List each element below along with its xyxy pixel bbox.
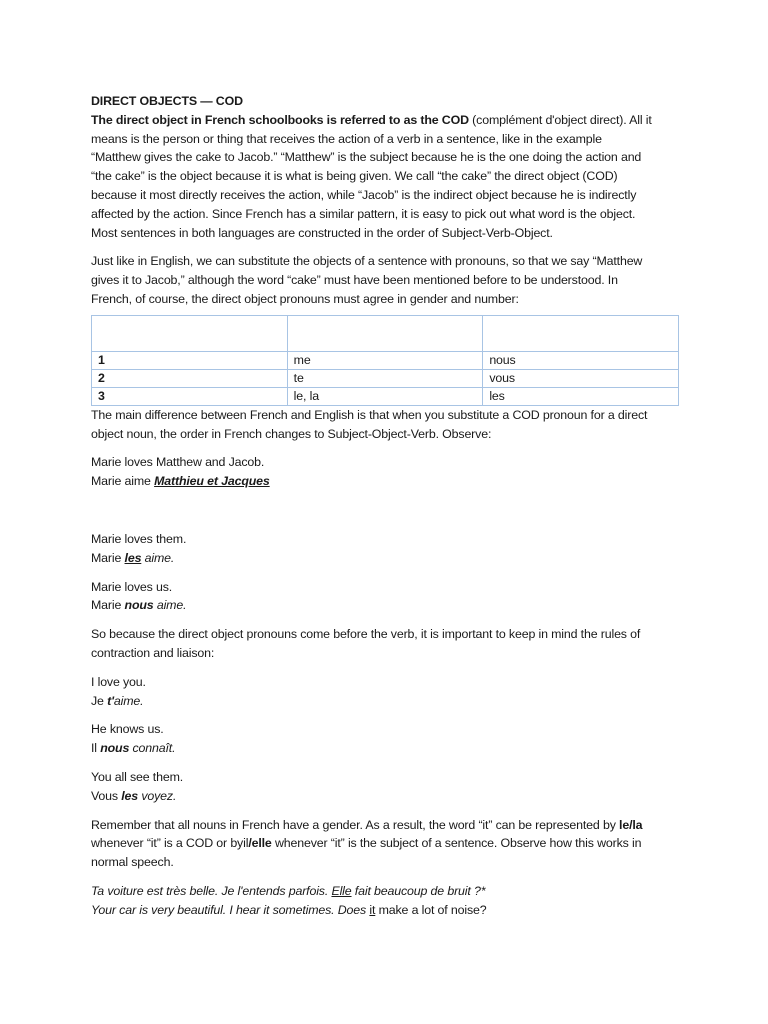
example-5 [91, 720, 681, 758]
example-french-rest: fait beaucoup de bruit ?* [351, 883, 486, 898]
table-row [92, 369, 679, 387]
example-english: He knows us. [91, 722, 164, 737]
example-english: I love you. [91, 674, 146, 689]
example-french-prefix: Je [91, 693, 108, 708]
plural-cell: vous [483, 369, 679, 387]
example-french-pronoun: nous [124, 598, 154, 613]
example-2 [91, 530, 681, 568]
example-french-object: Matthieu et Jacques [154, 474, 270, 489]
intro-line2: means is the person or thing that receives the action of a verb in a sentence, like in the example [91, 131, 602, 146]
word-order-paragraph [91, 406, 681, 444]
example-english: Marie loves Matthew and Jacob. [91, 455, 265, 470]
example-french-prefix: Marie [91, 598, 125, 613]
example-french-pronoun: t' [107, 693, 114, 708]
example-french-verb: connaît. [129, 741, 176, 756]
para5-line2: whenever “it” is a COD or byil [91, 836, 249, 851]
para5-line3: normal speech. [91, 855, 174, 870]
example-french-subject: Elle [331, 883, 352, 898]
example-french-pronoun: les [121, 788, 139, 803]
example-english: Marie loves them. [91, 531, 187, 546]
example-english-rest: make a lot of noise? [375, 902, 487, 917]
example-french-verb: voyez. [138, 788, 177, 803]
table-cell [92, 315, 288, 351]
example-french-prefix: Il [91, 741, 101, 756]
para2-line1: Just like in English, we can substitute the objects of a sentence with pronouns, so that we say “Matthew [91, 254, 643, 269]
singular-cell: le, la [287, 387, 483, 405]
example-french-prefix: Vous [91, 788, 122, 803]
person-cell: 2 [92, 369, 288, 387]
para5-line1: Remember that all nouns in French have a gender. As a result, the word “it” can be represented by [91, 817, 620, 832]
example-french-verb: aime. [141, 550, 175, 565]
substitution-paragraph [91, 252, 681, 308]
para3-line1: The main difference between French and English is that when you substitute a COD pronoun for a direct [91, 407, 648, 422]
para4-line1: So because the direct object pronouns come before the verb, it is important to keep in mind the rules of [91, 627, 641, 642]
example-english-prefix: Your car is very beautiful. I hear it sometimes. Does [91, 902, 370, 917]
pronoun-table [91, 315, 679, 406]
para3-line2: object noun, the order in French changes to Subject-Object-Verb. Observe: [91, 426, 492, 441]
example-4 [91, 673, 681, 711]
table-row [92, 351, 679, 369]
example-french-prefix: Marie aime [91, 474, 155, 489]
table-cell [287, 315, 483, 351]
example-french-prefix: Ta voiture est très belle. Je l'entends parfois. [91, 883, 332, 898]
example-3 [91, 578, 681, 616]
intro-line7: Most sentences in both languages are constructed in the order of Subject-Verb-Object. [91, 225, 553, 240]
table-header-row [92, 315, 679, 351]
para4-line2: contraction and liaison: [91, 645, 215, 660]
para2-line2: gives it to Jacob,” although the word “cake” must have been mentioned before to be understood. In [91, 273, 618, 288]
example-6 [91, 768, 681, 806]
example-english: Marie loves us. [91, 579, 173, 594]
para5-line2-rest: whenever “it” is the subject of a sentence. Observe how this works in [271, 836, 642, 851]
example-french-pronoun: les [124, 550, 142, 565]
example-english-it: it [369, 902, 376, 917]
person-cell: 1 [92, 351, 288, 369]
example-french-verb: aime. [113, 693, 144, 708]
plural-cell: les [483, 387, 679, 405]
intro-bold: The direct object in French schoolbooks is referred to as the COD [91, 112, 469, 127]
document-page [91, 92, 681, 920]
plural-cell: nous [483, 351, 679, 369]
person-cell: 3 [92, 387, 288, 405]
intro-line6: affected by the action. Since French has a similar pattern, it is easy to pick out what word is the object. [91, 206, 636, 221]
example-french-prefix: Marie [91, 550, 125, 565]
example-1 [91, 453, 681, 491]
section-heading: DIRECT OBJECTS — COD [91, 94, 243, 108]
intro-line3: “Matthew gives the cake to Jacob.” “Matthew” is the subject because he is the one doing the action and [91, 150, 642, 165]
gender-paragraph [91, 816, 681, 872]
example-french-pronoun: nous [100, 741, 130, 756]
example-english: You all see them. [91, 769, 184, 784]
intro-line4: “the cake” is the object because it is what is being given. We call “the cake” the direct object (COD) [91, 169, 618, 184]
para5-elle: /elle [248, 836, 272, 851]
table-row [92, 387, 679, 405]
table-cell [483, 315, 679, 351]
para5-le-la: le/la [619, 817, 643, 832]
para2-line3: French, of course, the direct object pronouns must agree in gender and number: [91, 291, 519, 306]
intro-paragraph [91, 111, 681, 243]
singular-cell: te [287, 369, 483, 387]
intro-line1: (complément d'object direct). All it [468, 112, 652, 127]
contraction-paragraph [91, 625, 681, 663]
example-french-verb: aime. [153, 598, 187, 613]
example-7 [91, 882, 681, 920]
intro-line5: because it most directly receives the action, while “Jacob” is the indirect object because he is indirectly [91, 187, 637, 202]
singular-cell: me [287, 351, 483, 369]
